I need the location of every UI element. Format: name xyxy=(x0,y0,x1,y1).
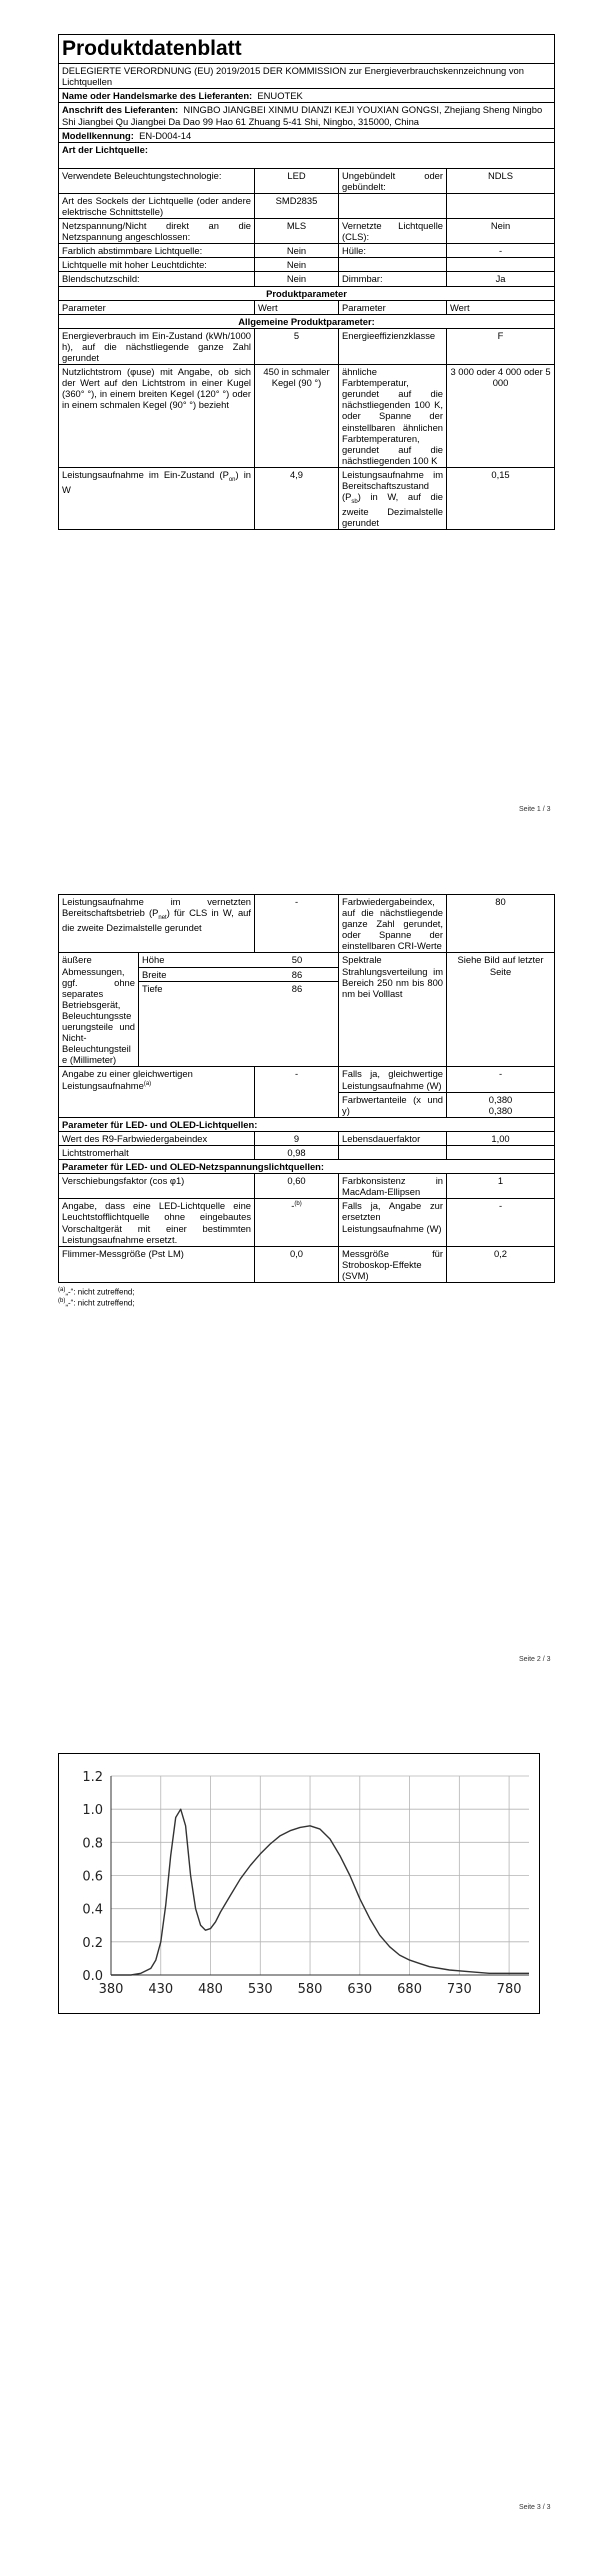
macadam-value: 1 xyxy=(447,1174,555,1199)
row-value: NDLS xyxy=(447,168,555,193)
psb-value: 0,15 xyxy=(447,467,555,529)
column-header-row xyxy=(59,300,555,314)
y-tick-label: 0.0 xyxy=(82,1969,103,1984)
cct-label: ähnliche Farbtemperatur, gerundet auf die nächstliegenden 100 K, oder Spanne der einstellbaren ähnlichen Farbtemperaturen, gerundet auf die nächstliegenden 100 K xyxy=(339,365,447,468)
fluorescent-replacement-label: Angabe, dass eine LED-Lichtquelle eine Leuchtstofflichtquelle ohne eingebautes Vorschaltgerät mit einer bestimmten Leistungsaufnahme ersetzt. xyxy=(59,1199,255,1246)
row-label: Blendschutzschild: xyxy=(59,272,255,286)
row-label: Ungebündelt oder gebündelt: xyxy=(339,168,447,193)
replaced-power-value: - xyxy=(447,1199,555,1246)
x-tick-label: 780 xyxy=(496,1982,522,1997)
pon-value: 4,9 xyxy=(255,467,339,529)
psb-label: Leistungsaufnahme im Bereitschaftszustand $(P_{sb})$ in W, auf die zweite Dezimalstelle gerundet xyxy=(339,467,447,529)
y-tick-label: 0.8 xyxy=(82,1836,103,1852)
supplier-address-row xyxy=(59,103,555,128)
model-label: Modellkennung: xyxy=(62,129,134,141)
width-value: 86 xyxy=(255,967,339,981)
page-2 xyxy=(58,894,554,1308)
table-row xyxy=(59,258,555,272)
stroboscopic-value: 0,2 xyxy=(447,1246,555,1282)
table-row xyxy=(59,1246,555,1282)
lumen-maintenance-value: 0,98 xyxy=(255,1145,339,1159)
cri-value: 80 xyxy=(447,895,555,953)
macadam-label: Farbkonsistenz in MacAdam-Ellipsen xyxy=(339,1174,447,1199)
mains-params-heading: Parameter für LED- und OLED-Netzspannungslichtquellen: xyxy=(59,1160,555,1174)
stroboscopic-label: Messgröße für Stroboskop-Effekte (SVM) xyxy=(339,1246,447,1282)
supplier-address-value: NINGBO JIANGBEI XINMU DIANZI KEJI YOUXIAN GONGSI, Zhejiang Sheng Ningbo Shi Jiangbei Qu Jiangbei Da Dao 99 Hao 61 Zhuang 5-41 Shi, Ningbo, 315000, China xyxy=(62,104,543,127)
page-footer: Seite 1 / 3 xyxy=(519,806,551,813)
row-value: - xyxy=(447,244,555,258)
table-row xyxy=(59,365,555,468)
spd-label: Spektrale Strahlungsverteilung im Bereich 250 nm bis 800 nm bei Volllast xyxy=(339,953,447,1067)
y-tick-label: 0.2 xyxy=(82,1935,103,1951)
energy-label: Energieverbrauch im Ein-Zustand (kWh/1000 h), auf die nächstliegende ganze Zahl gerundet xyxy=(59,328,255,364)
table-row xyxy=(59,467,555,529)
row-label: Verwendete Beleuchtungstechnologie: xyxy=(59,168,255,193)
if-yes-value: - xyxy=(447,1067,555,1092)
y-tick-label: 0.6 xyxy=(82,1869,103,1885)
height-label: Höhe xyxy=(139,953,255,967)
row-value: Nein xyxy=(255,272,339,286)
footnote-b: $^{(b)}$„-“: nicht zutreffend; xyxy=(58,1297,135,1308)
table-row xyxy=(59,1145,555,1159)
general-params-heading: Allgemeine Produktparameter: xyxy=(59,314,555,328)
x-tick-label: 580 xyxy=(297,1982,323,1997)
table-row xyxy=(59,1131,555,1145)
row-value: LED xyxy=(255,168,339,193)
y-tick-label: 1.0 xyxy=(82,1803,103,1819)
lifetime-factor-value: 1,00 xyxy=(447,1131,555,1145)
flicker-value: 0,0 xyxy=(255,1246,339,1282)
width-label: Breite xyxy=(139,967,255,981)
col-parameter: Parameter xyxy=(339,300,447,314)
r9-label: Wert des R9-Farbwiedergabeindex xyxy=(59,1131,255,1145)
dimensions-label: äußere Abmessungen, ggf. ohne separates Betriebsgerät, Beleuchtungssteuerungsteile und Nicht-Beleuchtungsteile (Millimeter) xyxy=(59,953,139,1067)
row-value: Nein xyxy=(255,258,339,272)
cri-label: Farbwiedergabeindex, auf die nächstliegende ganze Zahl gerundet, oder Spanne der einstellbaren CRI-Werte xyxy=(339,895,447,953)
x-tick-label: 680 xyxy=(397,1982,422,1997)
table-row xyxy=(59,272,555,286)
supplier-name-row xyxy=(59,89,555,103)
page-footer: Seite 2 / 3 xyxy=(519,1656,551,1663)
row-label: Dimmbar: xyxy=(339,272,447,286)
table-row xyxy=(59,953,555,1067)
if-yes-label: Falls ja, gleichwertige Leistungsaufnahme (W) xyxy=(339,1067,447,1092)
flux-label: Nutzlichtstrom (φuse) mit Angabe, ob sich der Wert auf den Lichtstrom in einer Kugel (360° °), in einem breiten Kegel (120° °) oder in einem schmalen Kegel (90° °) bezieht xyxy=(59,365,255,468)
row-value xyxy=(447,258,555,272)
fluorescent-replacement-value: -$^{(b)}$ xyxy=(255,1199,339,1246)
row-value: Nein xyxy=(447,219,555,244)
table-row xyxy=(59,219,555,244)
model-row xyxy=(59,128,555,142)
row-value: MLS xyxy=(255,219,339,244)
model-value: EN-D004-14 xyxy=(139,129,192,141)
row-label: Lichtquelle mit hoher Leuchtdichte: xyxy=(59,258,255,272)
chromaticity-label: Farbwertanteile (x und y) xyxy=(339,1092,447,1117)
spectral-distribution-chart xyxy=(58,1753,540,2014)
page-footer: Seite 3 / 3 xyxy=(519,2504,551,2511)
datasheet-table-page2 xyxy=(58,894,555,1283)
light-source-type-heading: Art der Lichtquelle: xyxy=(59,142,555,168)
row-label: Vernetzte Lichtquelle (CLS): xyxy=(339,219,447,244)
row-label xyxy=(339,258,447,272)
supplier-name-value: ENUOTEK xyxy=(257,90,303,102)
page-title: Produktdatenblatt xyxy=(59,35,555,64)
footnotes xyxy=(58,1287,554,1308)
led-params-heading: Parameter für LED- und OLED-Lichtquellen: xyxy=(59,1117,555,1131)
energy-value: 5 xyxy=(255,328,339,364)
series-line xyxy=(111,1809,529,1975)
row-value: SMD2835 xyxy=(255,193,339,218)
product-params-heading: Produktparameter xyxy=(59,286,555,300)
power-factor-value: 0,60 xyxy=(255,1174,339,1199)
equivalent-value: - xyxy=(255,1067,339,1117)
flux-value: 450 in schmaler Kegel (90 °) xyxy=(255,365,339,468)
col-value: Wert xyxy=(447,300,555,314)
y-tick-label: 0.4 xyxy=(82,1902,103,1918)
equivalent-label: Angabe zu einer gleichwertigen Leistungsaufnahme$^{(a)}$ xyxy=(59,1067,255,1117)
spectral-chart-svg xyxy=(59,1754,539,2013)
row-label: Art des Sockels der Lichtquelle (oder andere elektrische Schnittstelle) xyxy=(59,193,255,218)
cct-value: 3 000 oder 4 000 oder 5 000 xyxy=(447,365,555,468)
table-row xyxy=(59,244,555,258)
dimensions-cell xyxy=(139,953,339,1067)
flicker-label: Flimmer-Messgröße (Pst LM) xyxy=(59,1246,255,1282)
pnet-value: - xyxy=(255,895,339,953)
x-tick-label: 630 xyxy=(347,1982,373,1997)
supplier-name-label: Name oder Handelsmarke des Lieferanten: xyxy=(62,90,253,102)
depth-value: 86 xyxy=(291,982,303,994)
pnet-label: Leistungsaufnahme im vernetzten Bereitschaftsbetrieb $(P_{net})$ für CLS in W, auf die zweite Dezimalstelle gerundet xyxy=(59,895,255,953)
depth-label: Tiefe xyxy=(142,982,163,994)
power-factor-label: Verschiebungsfaktor (cos φ1) xyxy=(59,1174,255,1199)
chromaticity-value: 0,380 0,380 xyxy=(447,1092,555,1117)
footnote-a: $^{(a)}$„-“: nicht zutreffend; xyxy=(58,1287,135,1297)
table-row xyxy=(59,193,555,218)
x-tick-label: 530 xyxy=(247,1982,273,1997)
energy-class-value: F xyxy=(447,328,555,364)
table-row xyxy=(59,1174,555,1199)
r9-value: 9 xyxy=(255,1131,339,1145)
replaced-power-label: Falls ja, Angabe zur ersetzten Leistungsaufnahme (W) xyxy=(339,1199,447,1246)
row-value: Nein xyxy=(255,244,339,258)
row-label: Hülle: xyxy=(339,244,447,258)
table-row xyxy=(59,168,555,193)
page-1 xyxy=(58,34,554,530)
row-value xyxy=(447,193,555,218)
lifetime-factor-label: Lebensdauerfaktor xyxy=(339,1131,447,1145)
spd-value: Siehe Bild auf letzter Seite xyxy=(447,953,555,1067)
row-label: Farblich abstimmbare Lichtquelle: xyxy=(59,244,255,258)
y-tick-label: 1.2 xyxy=(82,1770,103,1785)
dimensions-table xyxy=(139,953,339,1053)
lumen-maintenance-label: Lichtstromerhalt xyxy=(59,1145,255,1159)
row-value: Ja xyxy=(447,272,555,286)
table-row xyxy=(59,1067,555,1092)
table-row xyxy=(59,1199,555,1246)
x-tick-label: 430 xyxy=(148,1982,174,1997)
row-label xyxy=(339,193,447,218)
regulation-text: DELEGIERTE VERORDNUNG (EU) 2019/2015 DER KOMMISSION zur Energieverbrauchskennzeichnung von Lichtquellen xyxy=(59,64,555,89)
table-row xyxy=(59,895,555,953)
datasheet-table-page1 xyxy=(58,34,555,530)
row-label: Netzspannung/Nicht direkt an die Netzspannung angeschlossen: xyxy=(59,219,255,244)
x-tick-label: 380 xyxy=(98,1982,124,1997)
pon-label: Leistungsaufnahme im Ein-Zustand $(P_{on})$ in W xyxy=(59,467,255,529)
x-tick-label: 730 xyxy=(446,1982,472,1997)
height-value: 50 xyxy=(255,953,339,967)
table-row xyxy=(59,328,555,364)
supplier-address-label: Anschrift des Lieferanten: xyxy=(62,104,179,116)
x-tick-label: 480 xyxy=(198,1982,223,1997)
col-parameter: Parameter xyxy=(59,300,255,314)
col-value: Wert xyxy=(255,300,339,314)
energy-class-label: Energieeffizienzklasse xyxy=(339,328,447,364)
